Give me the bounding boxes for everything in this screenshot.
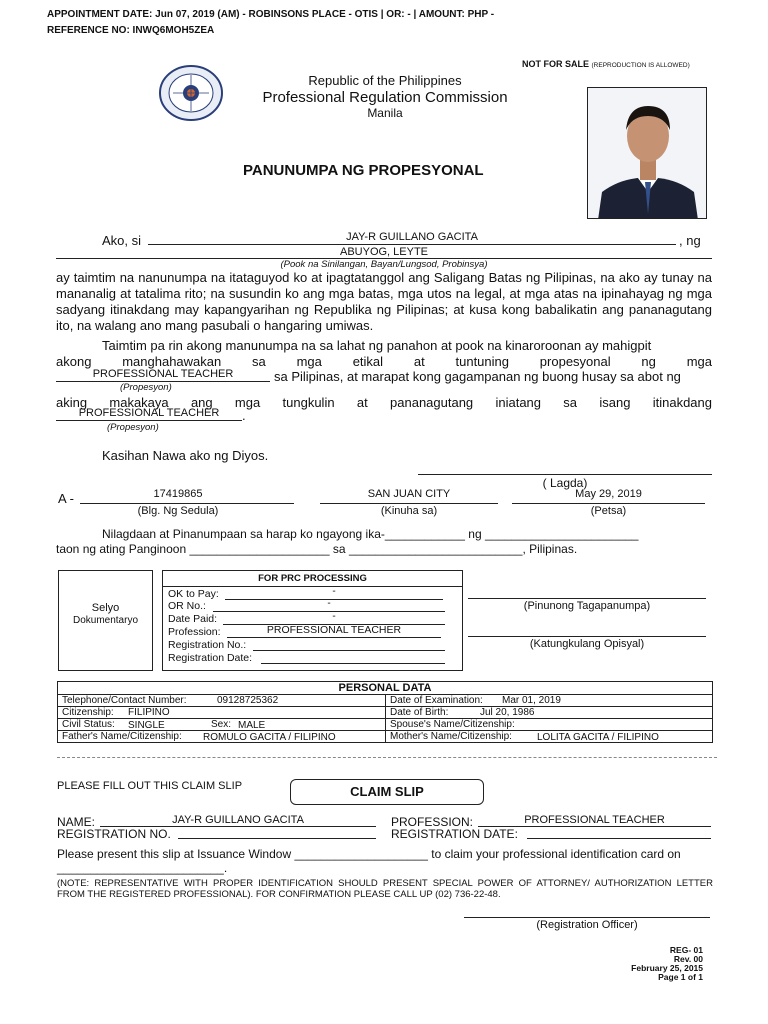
name-line (148, 244, 676, 245)
form-page: Page 1 of 1 (658, 972, 703, 982)
spouse-label: Spouse's Name/Citizenship: (390, 719, 515, 730)
personal-data-row-3 (57, 718, 713, 730)
prc-processing-title: FOR PRC PROCESSING (258, 573, 367, 584)
official-caption: (Katungkulang Opisyal) (529, 638, 645, 650)
claim-profession-value: PROFESSIONAL TEACHER (524, 814, 665, 826)
claim-name-label: NAME: (57, 815, 96, 829)
cedula-line (80, 503, 294, 504)
personal-data-row-2 (57, 706, 713, 718)
applicant-name: JAY-R GUILLANO GACITA (346, 231, 478, 243)
telephone-value: 09128725362 (217, 695, 279, 706)
claim-regdate-line (527, 838, 711, 839)
sex-value: MALE (238, 720, 266, 731)
form-date: February 25, 2015 (631, 963, 703, 973)
administering-officer-line (468, 598, 706, 599)
profession-label: Profession: (168, 626, 221, 638)
propesyon-caption-2: (Propesyon) (107, 422, 159, 433)
ok-to-pay-value: - (332, 586, 336, 597)
oath-paragraph-2-line-1: Taimtim pa rin akong manunumpa na sa lahat ng panahon at pook na kinaroroonan ay mahigpit (102, 338, 652, 353)
registration-officer-caption: (Registration Officer) (536, 919, 638, 931)
taon-line: taon ng ating Panginoon _____________________ sa __________________________, Pilipinas. (56, 542, 578, 556)
registration-date-line (261, 663, 445, 664)
oath-date: May 29, 2019 (575, 488, 642, 500)
prc-processing-box (162, 570, 463, 671)
form-reg: REG- 01 (669, 945, 703, 955)
father-label: Father's Name/Citizenship: (62, 731, 182, 742)
city-title: Manila (367, 106, 403, 120)
period: . (242, 408, 246, 423)
lagda-caption: ( Lagda) (542, 476, 588, 490)
birth-date-label: Date of Birth: (390, 707, 449, 718)
birthplace: ABUYOG, LEYTE (339, 246, 429, 258)
kasihan-line: Kasihan Nawa ako ng Diyos. (102, 448, 269, 463)
dokumentaryo-label: Dokumentaryo (72, 615, 139, 626)
profession-line (227, 637, 441, 638)
claim-instruction: PLEASE FILL OUT THIS CLAIM SLIP (57, 780, 243, 792)
signature-line (418, 474, 712, 475)
registration-no-label: Registration No.: (168, 639, 247, 651)
claim-present-line-2: _________________________. (57, 861, 228, 875)
profession-value: PROFESSIONAL TEACHER (266, 624, 402, 636)
registration-no-line (253, 650, 445, 651)
claim-regno-label: REGISTRATION NO. (57, 827, 171, 841)
issued-line (320, 503, 498, 504)
claim-profession-label: PROFESSION: (391, 815, 474, 829)
appointment-info: APPOINTMENT DATE: Jun 07, 2019 (AM) - ROBINSONS PLACE - OTIS | OR: - | AMOUNT: PHP - (47, 9, 495, 20)
issued-caption: (Kinuha sa) (380, 505, 438, 517)
claim-regdate-label: REGISTRATION DATE: (391, 827, 518, 841)
or-no-label: OR No.: (168, 600, 206, 612)
applicant-photo (587, 87, 707, 219)
claim-regno-line (178, 838, 376, 839)
nilagdaan-line: Nilagdaan at Pinanumpaan sa harap ko ngayong ika-____________ ng _______________________ (102, 527, 639, 541)
documentary-stamp-box (58, 570, 153, 671)
personal-data-row-1 (57, 694, 713, 706)
date-paid-value: - (332, 611, 336, 622)
form-rev: Rev. 00 (673, 954, 703, 964)
civil-status-value: SINGLE (128, 720, 165, 731)
claim-name-value: JAY-R GUILLANO GACITA (172, 814, 304, 826)
claim-note: (NOTE: REPRESENTATIVE WITH PROPER IDENTIFICATION SHOULD PRESENT SPECIAL POWER OF ATTORNEY/ AUTHORIZATION LETTER FROM THE REGISTERED PROFESSIONAL). FOR CONFIRMATION PLEASE CALL UP (02) 736-22-48. (57, 878, 713, 900)
telephone-label: Telephone/Contact Number: (62, 695, 187, 706)
claim-present-line: Please present this slip at Issuance Window ____________________ to claim your professional identification card on (57, 847, 681, 861)
profession-1: PROFESSIONAL TEACHER (92, 368, 234, 380)
oath-paragraph-1: ay taimtim na nanunumpa na itataguyod ko at ipagtatanggol ang Saligang Batas ng Pilipinas, na ako ay tunay na mananalig at tatalima rito; na susundin ko ang mga batas, mga utos na legal, at mga atas na ipinahayag ng mga sadyang itinakdang may kapangyarihan ng Republika ng Pilipinas; at kusa kong babalikatin ang pananagutang ito, na walang ano mang pasubali o hangaring umiwas. (56, 270, 712, 333)
form-title: PANUNUMPA NG PROPESYONAL (243, 162, 484, 179)
oath-paragraph-2-line-2: akong manghahawakan sa mga etikal at tuntuning propesyonal ng mga (56, 354, 712, 369)
profession-line-2 (56, 420, 242, 421)
father-value: ROMULO GACITA / FILIPINO (203, 732, 336, 743)
exam-date-value: Mar 01, 2019 (502, 695, 561, 706)
ako-si-label: Ako, si (102, 233, 142, 248)
not-for-sale-label: NOT FOR SALE (522, 59, 589, 69)
cedula-caption: (Blg. Ng Sedula) (137, 505, 219, 517)
form-code (631, 946, 703, 982)
a-prefix: A - (58, 491, 74, 506)
personal-data-row-4 (57, 730, 713, 742)
selyo-label: Selyo (91, 602, 120, 614)
exam-date-label: Date of Examination: (390, 695, 483, 706)
address-caption: (Pook na Sinilangan, Bayan/Lungsod, Probinsya) (280, 259, 488, 270)
ng-label: , ng (679, 233, 701, 248)
issued-at: SAN JUAN CITY (367, 488, 451, 500)
cut-line (57, 757, 717, 758)
cedula-number: 17419865 (153, 488, 203, 500)
column-separator (385, 731, 386, 743)
sex-label: Sex: (211, 719, 232, 730)
citizenship-value: FILIPINO (128, 707, 170, 718)
birth-date-value: Jul 20, 1986 (480, 707, 535, 718)
republic-title: Republic of the Philippines (308, 73, 462, 88)
prc-seal-icon (158, 64, 224, 122)
not-for-sale (522, 59, 690, 69)
mother-value: LOLITA GACITA / FILIPINO (537, 732, 659, 743)
registration-date-label: Registration Date: (168, 652, 253, 664)
citizenship-label: Citizenship: (62, 707, 114, 718)
registration-officer-line (464, 917, 710, 918)
oath-paragraph-2-line-4: aking makakaya ang mga tungkulin at pananagutang iniatang sa isang itinakdang (56, 395, 712, 410)
civil-status-label: Civil Status: (62, 719, 115, 730)
administering-officer-caption: (Pinunong Tagapanumpa) (523, 600, 651, 612)
commission-title: Professional Regulation Commission (262, 89, 508, 106)
personal-data-title: PERSONAL DATA (338, 682, 432, 694)
or-no-value: - (327, 598, 331, 609)
date-line (512, 503, 705, 504)
mother-label: Mother's Name/Citizenship: (390, 731, 512, 742)
profession-2: PROFESSIONAL TEACHER (78, 407, 220, 419)
official-line (468, 636, 706, 637)
claim-slip-title: CLAIM SLIP (290, 779, 484, 805)
propesyon-caption-1: (Propesyon) (120, 382, 172, 393)
date-paid-label: Date Paid: (168, 613, 218, 625)
reproduction-note: (REPRODUCTION IS ALLOWED) (591, 62, 690, 69)
date-caption: (Petsa) (590, 505, 627, 517)
reference-number: REFERENCE NO: INWQ6MOH5ZEA (47, 25, 215, 36)
ok-to-pay-label: OK to Pay: (168, 588, 219, 600)
oath-paragraph-2-line-3: sa Pilipinas, at marapat kong gagampanan ng buong husay sa abot ng (274, 369, 681, 384)
